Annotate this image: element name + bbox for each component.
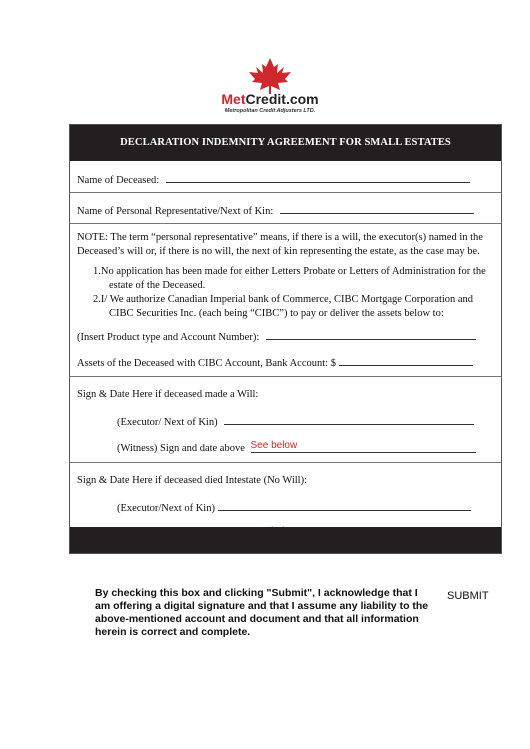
will-executor-field[interactable] [224,414,474,425]
maple-leaf-icon [247,58,293,94]
deceased-name-row [70,161,501,193]
will-witness-label: (Witness) Sign and date above [117,443,245,454]
will-heading: Sign & Date Here if deceased made a Will: [77,389,259,400]
clause-1: 1.No application has been made for either Letters Probate or Letters of Administration for the estate of the Deceased. [93,266,486,291]
metcredit-logo [210,58,330,126]
clause-2: 2.I/ We authorize Canadian Imperial bank of Commerce, CIBC Mortgage Corporation and CIBC Securities Inc. (each being “CIBC”) to pay or deliver the assets below to: [93,294,474,319]
product-field[interactable] [266,329,476,340]
logo-tagline: Metropolitan Credit Adjusters LTD. [224,108,316,114]
product-label: (Insert Product type and Account Number): [77,332,260,343]
intestate-executor-row [77,500,501,516]
form-footer-bar [70,527,501,553]
representative-label: Name of Personal Representative/Next of Kin: [77,206,274,217]
will-witness-row [77,442,501,456]
will-section [70,377,501,463]
logo-wordmark: MetCredit.com [221,91,319,107]
submit-button[interactable]: SUBMIT [447,590,489,602]
assets-label: Assets of the Deceased with CIBC Account, Bank Account: $ [77,358,336,369]
deceased-name-label: Name of Deceased: [77,175,160,186]
assets-row [77,355,495,371]
note-text: NOTE: The term “personal representative” means, if there is a will, the executor(s) named in the Deceased’s will or, if there is no will, the next of kin representing the estate, as the case may be. [77,232,483,257]
assets-field[interactable] [339,355,473,366]
note-section [70,224,501,377]
will-executor-row [77,414,501,430]
will-see-below-note: See below [250,440,298,451]
acknowledgement-text: By checking this box and clicking "Submit", I acknowledge that I am offering a digital signature and that I assume any liability to the above-mentioned account and document and that all information herein is correct and complete. [95,587,429,638]
representative-row [70,193,501,224]
declaration-form [69,124,502,554]
form-title: DECLARATION INDEMNITY AGREEMENT FOR SMALL ESTATES [70,125,501,161]
will-witness-field[interactable] [251,442,476,453]
product-row [77,329,495,345]
deceased-name-field[interactable] [166,172,470,183]
intestate-heading: Sign & Date Here if deceased died Intestate (No Will): [77,475,308,486]
representative-field[interactable] [280,203,474,214]
intestate-executor-field[interactable] [218,500,471,511]
intestate-executor-label: (Executor/Next of Kin) [117,503,215,514]
will-executor-label: (Executor/ Next of Kin) [117,417,218,428]
